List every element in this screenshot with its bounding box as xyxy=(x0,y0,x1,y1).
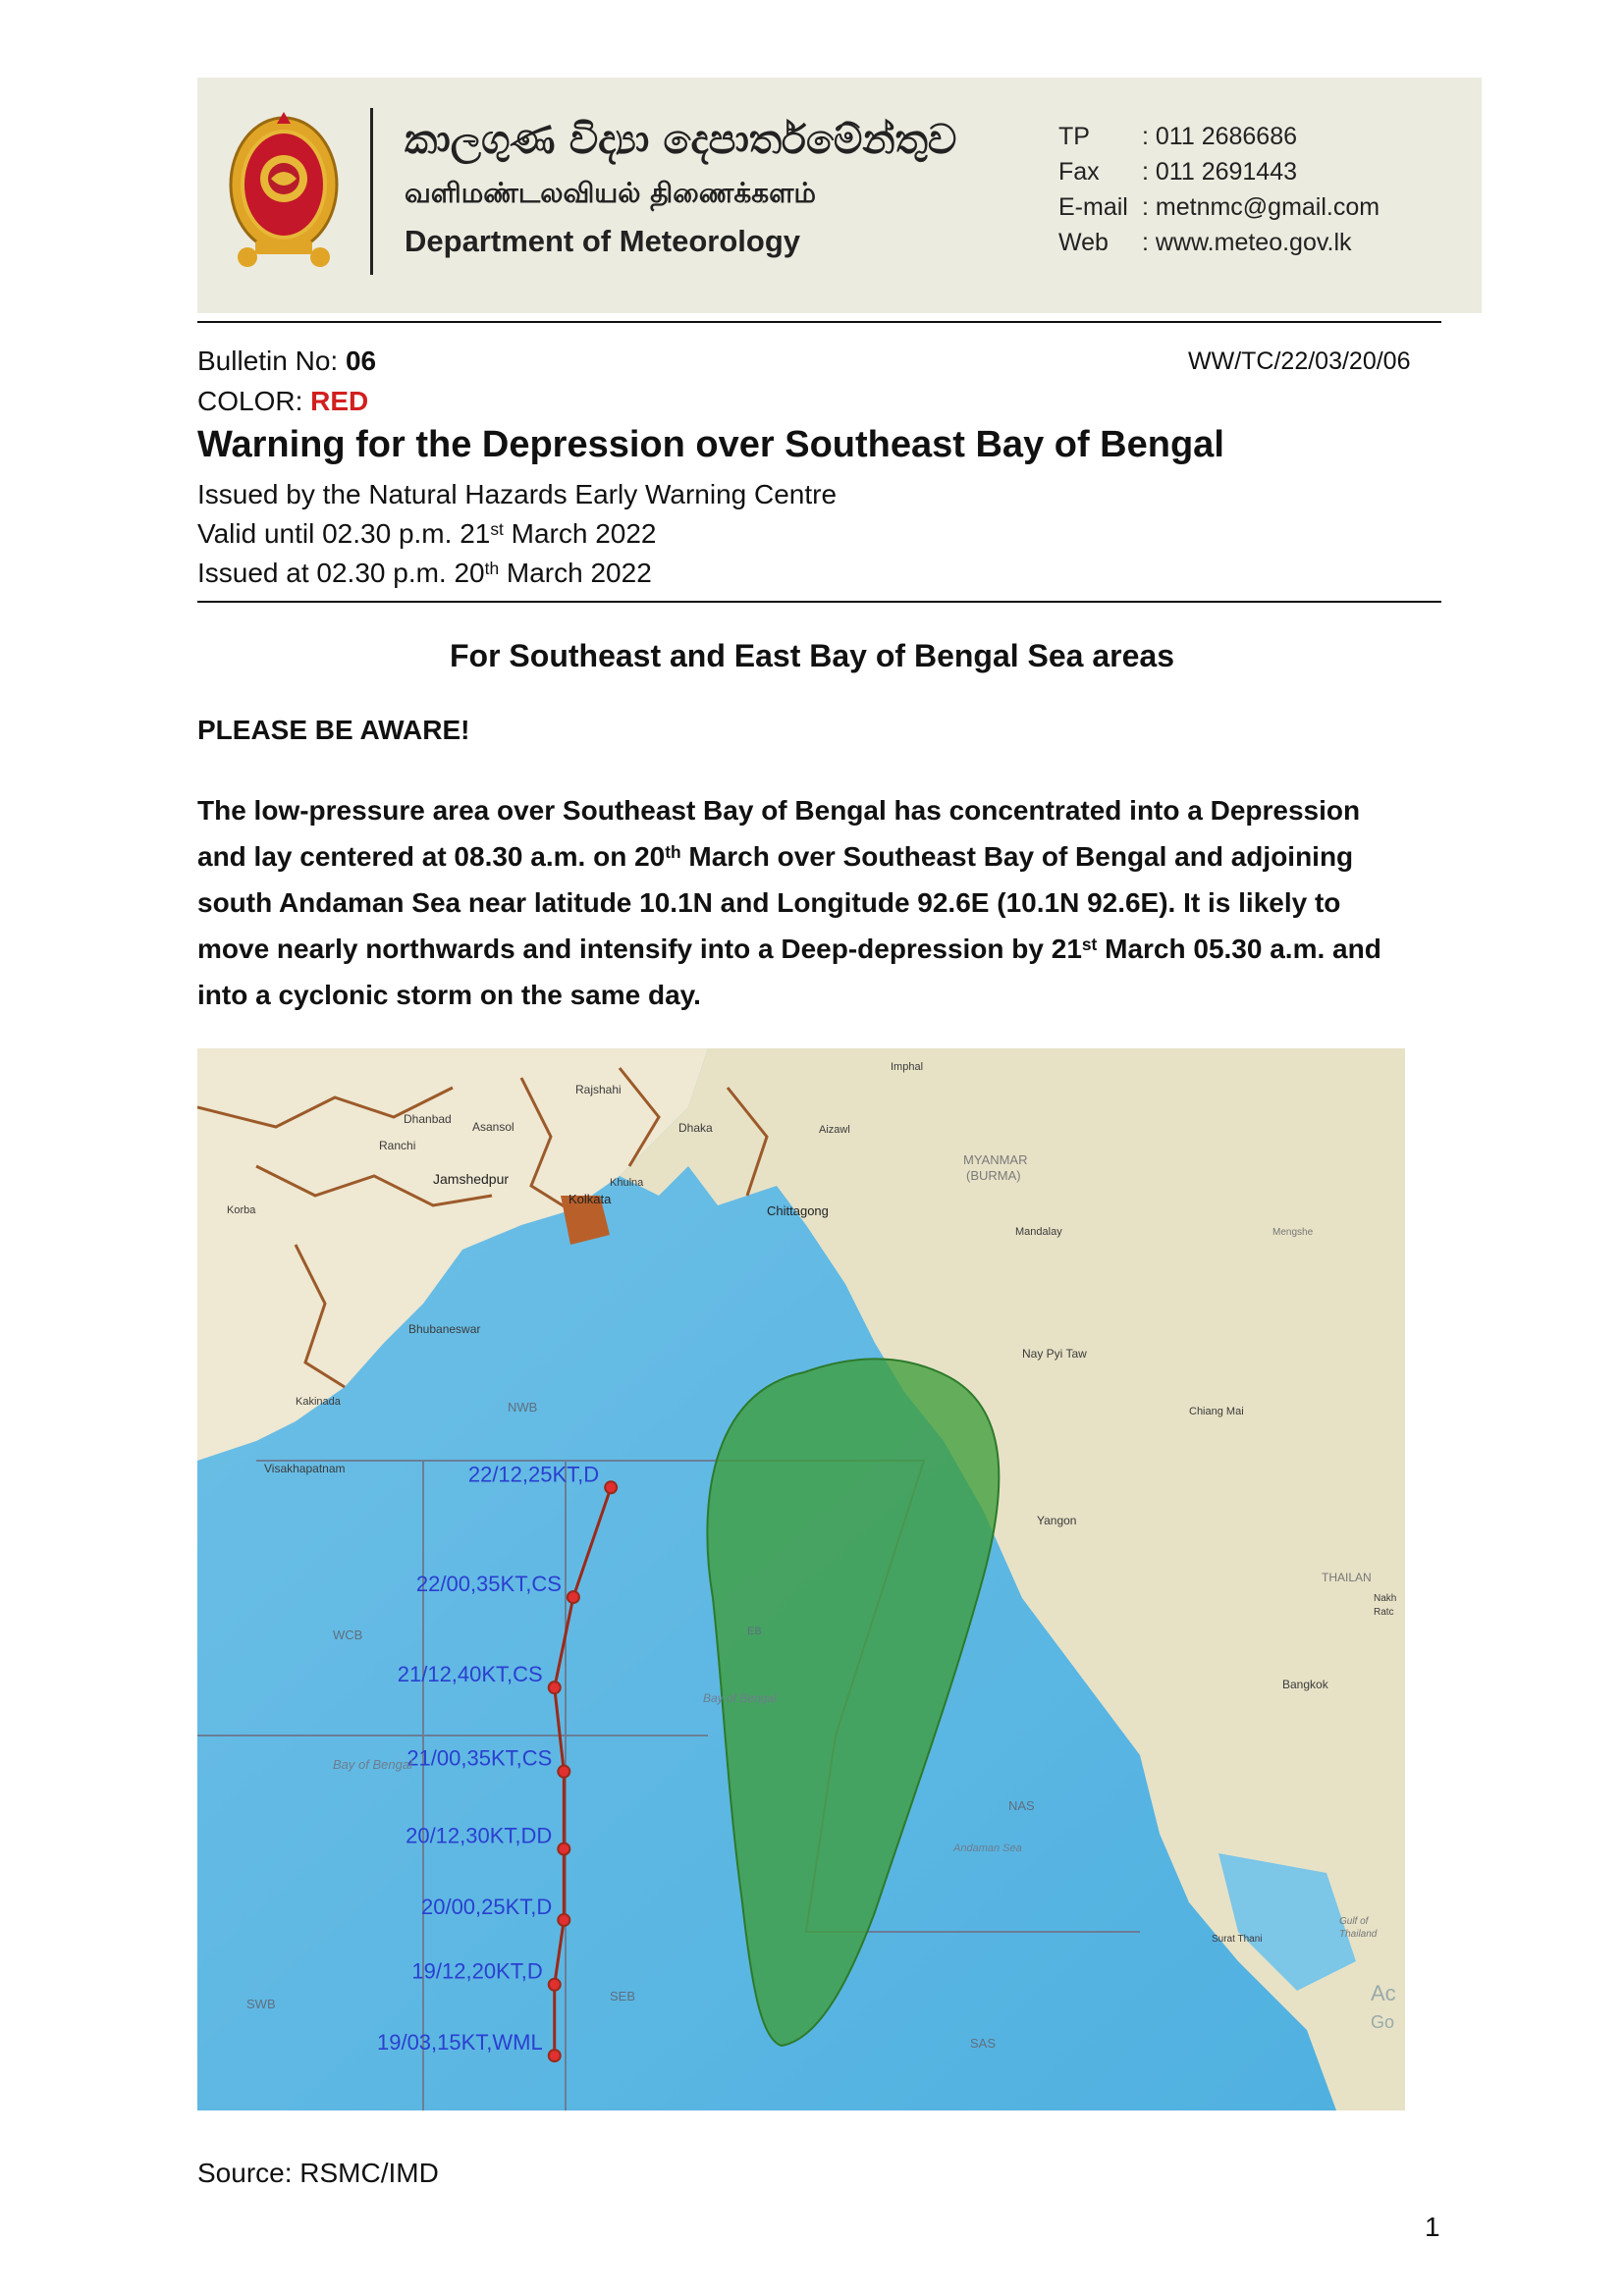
track-point xyxy=(549,1682,561,1693)
region-label: NWB xyxy=(508,1400,538,1415)
contact-label: TP xyxy=(1058,123,1090,150)
track-point xyxy=(558,1914,569,1926)
place-label: Khulna xyxy=(610,1177,644,1189)
bulletin-reference: WW/TC/22/03/20/06 xyxy=(1188,347,1411,375)
contact-label: Web xyxy=(1058,229,1109,256)
place-label: Jamshedpur xyxy=(433,1171,510,1187)
track-point-label: 21/12,40KT,CS xyxy=(397,1662,543,1687)
image-source: Source: RSMC/IMD xyxy=(197,2158,439,2188)
place-label: Dhanbad xyxy=(404,1112,452,1126)
contact-web xyxy=(1058,229,1352,257)
warning-title: Warning for the Depression over Southeast Bay of Bengal xyxy=(197,424,1224,465)
region-label: SEB xyxy=(610,1989,636,2003)
track-point xyxy=(568,1591,579,1603)
track-point-label: 19/03,15KT,WML xyxy=(376,2030,543,2056)
place-label: Visakhapatnam xyxy=(264,1462,346,1475)
valid-until xyxy=(197,518,657,550)
place-label: (BURMA) xyxy=(966,1168,1021,1183)
issued-at xyxy=(197,558,652,589)
place-label: Chiang Mai xyxy=(1189,1406,1244,1417)
paragraph-line xyxy=(197,926,1441,972)
place-label: Bay of Bengal xyxy=(333,1757,412,1772)
contact-tp xyxy=(1058,123,1297,151)
page-number: 1 xyxy=(1425,2212,1440,2242)
place-label: Thailand xyxy=(1339,1929,1378,1940)
track-point xyxy=(549,2050,561,2061)
department-name-sinhala: කාලගුණ විද්‍යා දෙපාර්තමේන්තුව xyxy=(405,116,957,163)
track-point-label: 21/00,35KT,CS xyxy=(406,1745,553,1771)
place-label: Imphal xyxy=(891,1061,924,1073)
paragraph-line: south Andaman Sea near latitude 10.1N and Longitude 92.6E (10.1N 92.6E). It is likely to xyxy=(197,887,1341,918)
warning-paragraph xyxy=(197,787,1441,1018)
issued-at-sup: th xyxy=(484,559,500,579)
place-label: Korba xyxy=(227,1204,256,1216)
place-label: Yangon xyxy=(1037,1514,1077,1527)
place-label: Bangkok xyxy=(1282,1678,1328,1691)
place-label: THAILAN xyxy=(1322,1571,1372,1584)
place-label: Bay of Bengal xyxy=(703,1691,777,1705)
please-be-aware: PLEASE BE AWARE! xyxy=(197,715,470,745)
region-label: EB xyxy=(747,1626,762,1637)
contact-fax xyxy=(1058,158,1297,187)
paragraph-text: move nearly northwards and intensify into a Deep-depression by 21 xyxy=(197,934,1082,964)
place-label: Dhaka xyxy=(678,1121,713,1135)
valid-until-sup: st xyxy=(490,519,504,540)
track-point xyxy=(605,1481,617,1493)
bulletin-color xyxy=(197,386,368,417)
place-label: Asansol xyxy=(472,1120,514,1134)
place-label: Nay Pyi Taw xyxy=(1022,1347,1087,1361)
track-point-label: 22/00,35KT,CS xyxy=(415,1572,562,1597)
department-name-english: Department of Meteorology xyxy=(405,224,801,258)
place-label: Nakh xyxy=(1374,1593,1397,1604)
place-label: Ac xyxy=(1371,1981,1396,2005)
contact-email xyxy=(1058,193,1380,222)
paragraph-line xyxy=(197,833,1441,880)
paragraph-line: The low-pressure area over Southeast Bay of Bengal has concentrated into a Depression xyxy=(197,795,1361,826)
paragraph-sup: th xyxy=(665,842,681,863)
paragraph-text: March 05.30 a.m. and xyxy=(1097,934,1381,964)
issued-at-text: Issued at 02.30 p.m. 20 xyxy=(197,558,485,588)
place-label: Chittagong xyxy=(767,1203,829,1218)
color-label: COLOR: xyxy=(197,386,311,416)
contact-value[interactable]: : metnmc@gmail.com xyxy=(1142,193,1380,221)
valid-until-text: Valid until 02.30 p.m. 21 xyxy=(197,518,491,549)
track-point-label: 22/12,25KT,D xyxy=(467,1462,600,1487)
place-label: Kolkata xyxy=(568,1192,612,1206)
place-label: Bhubaneswar xyxy=(408,1322,481,1336)
meta-rule xyxy=(197,601,1441,603)
place-label: Rajshahi xyxy=(575,1083,622,1096)
contact-value: : 011 2686686 xyxy=(1142,123,1298,150)
contact-value: : 011 2691443 xyxy=(1142,158,1298,186)
sea-areas-heading: For Southeast and East Bay of Bengal Sea areas xyxy=(449,638,1174,673)
track-point xyxy=(549,1979,561,1991)
paragraph-text: March over Southeast Bay of Bengal and adjoining xyxy=(680,841,1354,872)
place-label: MYANMAR xyxy=(963,1152,1028,1167)
track-point-label: 20/00,25KT,D xyxy=(420,1894,553,1919)
track-point xyxy=(558,1766,569,1778)
contact-value[interactable]: : www.meteo.gov.lk xyxy=(1142,229,1352,256)
sri-lanka-emblem-icon xyxy=(226,108,342,275)
track-point xyxy=(558,1843,569,1855)
paragraph-sup: st xyxy=(1081,934,1098,955)
track-point-label: 20/12,30KT,DD xyxy=(406,1823,553,1848)
department-name-tamil: வளிமண்டலவியல் திணைக்களம் xyxy=(405,177,816,209)
place-label: Ratc xyxy=(1374,1607,1394,1618)
place-label: Kakinada xyxy=(296,1396,341,1408)
header-divider xyxy=(370,108,373,275)
region-label: NAS xyxy=(1008,1798,1035,1813)
place-label: Aizawl xyxy=(819,1124,850,1136)
place-label: Andaman Sea xyxy=(953,1842,1022,1854)
place-label: Gulf of xyxy=(1339,1916,1369,1927)
place-label: Mengshe xyxy=(1272,1227,1314,1238)
bulletin-number-label: Bulletin No: xyxy=(197,346,346,376)
place-label: Go xyxy=(1371,2012,1395,2032)
paragraph-line: into a cyclonic storm on the same day. xyxy=(197,980,701,1010)
region-label: SWB xyxy=(246,1997,276,2011)
cyclone-track-map xyxy=(197,1048,1405,2110)
issued-at-month: March 2022 xyxy=(499,558,652,588)
place-label: Ranchi xyxy=(379,1139,416,1152)
contact-label: E-mail xyxy=(1058,193,1128,221)
color-value: RED xyxy=(310,386,369,416)
track-point-label: 19/12,20KT,D xyxy=(411,1958,543,1984)
region-label: WCB xyxy=(333,1628,363,1642)
region-label: SAS xyxy=(970,2036,997,2051)
paragraph-text: and lay centered at 08.30 a.m. on 20 xyxy=(197,841,666,872)
bulletin-number xyxy=(197,346,376,377)
place-label: Mandalay xyxy=(1015,1226,1062,1238)
bulletin-number-value: 06 xyxy=(345,346,377,376)
contact-label: Fax xyxy=(1058,158,1100,186)
place-label: Surat Thani xyxy=(1212,1934,1263,1945)
valid-until-month: March 2022 xyxy=(503,518,657,549)
issued-by: Issued by the Natural Hazards Early Warning Centre xyxy=(197,479,838,509)
top-rule xyxy=(197,321,1441,323)
